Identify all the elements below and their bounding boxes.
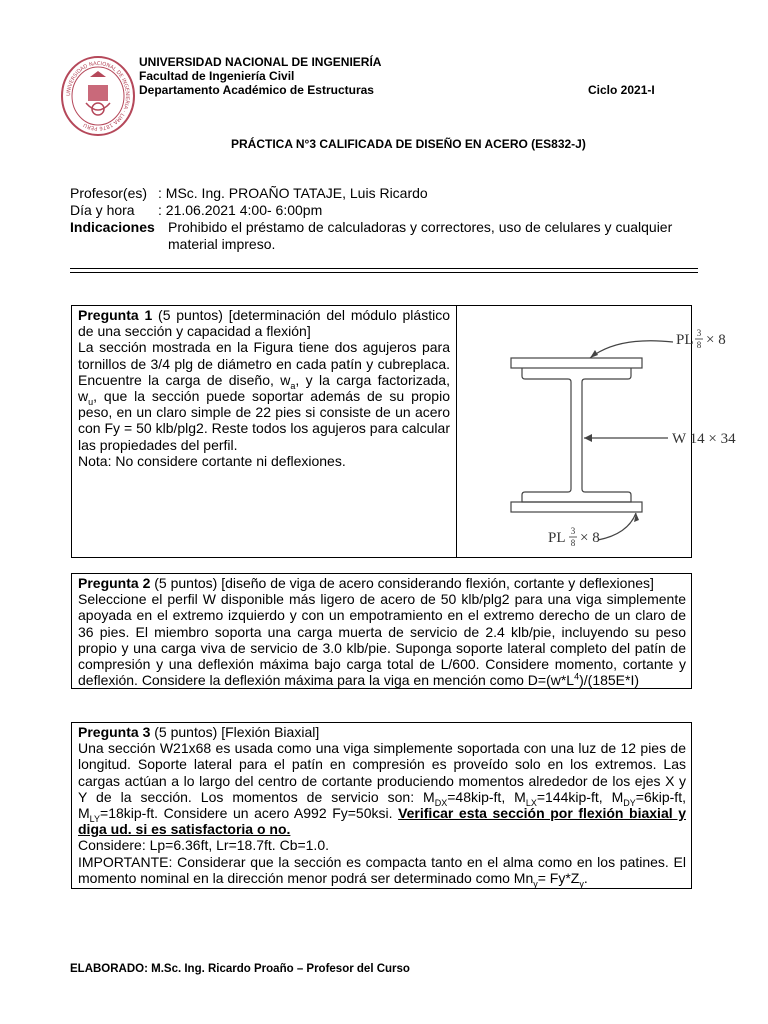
w-shape-outline (522, 368, 631, 502)
bottom-cover-plate (511, 502, 642, 512)
question-3-body-a: Una sección W21x68 es usada como una viga simplemente soportada con una luz de 12 pies de longitud. Soporte lateral para el patín en compresión es proveído solo en los extremos. Las cargas actúan a lo largo del centro de cortante produciendo momentos alrededor de los ejes X y Y de la sección. Los momentos de servicio son: M (78, 740, 686, 805)
top-frac-num: 3 (696, 328, 702, 338)
question-3-topic: [Flexión Biaxial] (221, 724, 320, 740)
top-arrowhead (590, 350, 598, 358)
sub-y-2: y (579, 878, 584, 889)
superscript-4: 4 (574, 671, 580, 682)
university-name: UNIVERSIDAD NACIONAL DE INGENIERÍA (139, 55, 382, 69)
question-1-box (71, 305, 736, 558)
question-3-moment-1: =48kip-ft, M (447, 788, 526, 805)
bottom-plate-label: PL (548, 530, 566, 546)
indicaciones-value: Prohibido el préstamo de calculadoras y correctores, uso de celulares y cualquier material impreso. (168, 219, 673, 252)
indicaciones-label: Indicaciones (70, 219, 155, 235)
bottom-arrowhead (634, 513, 639, 522)
question-2-box (71, 573, 692, 689)
question-1-body-c: , que la sección puede soportar además de su propio peso, en un claro simple de 22 pies si consiste de un acero con Fy = 50 klb/plg2. Reste todos los agujeros para calcular las propiedades del perfil. (78, 388, 450, 453)
question-1-divider (456, 306, 457, 557)
footer-author: ELABORADO: M.Sc. Ing. Ricardo Proaño – Profesor del Curso (70, 963, 410, 975)
divider-top (70, 268, 698, 269)
sub-lx: LX (525, 797, 537, 808)
question-1-body-a: La sección mostrada en la Figura tiene dos agujeros para tornillos de 3/4 plg de diámetro en cada patín y cubreplaca. Encuentre la carga de diseño, w (78, 339, 450, 388)
section-label: W 14 × 34 (672, 431, 736, 447)
sub-ly: LY (89, 813, 101, 824)
department-name: Departamento Académico de Estructuras (139, 83, 374, 97)
question-3-consider: Considere: Lp=6.36ft, Lr=18.7ft. Cb=1.0. (78, 837, 330, 854)
question-2-points: (5 puntos) (154, 575, 218, 591)
divider-bottom (70, 272, 698, 273)
header-block (139, 55, 381, 97)
question-3-moment-3: =6kip-ft, M (78, 788, 686, 822)
question-3-text (78, 724, 686, 889)
fecha-label: Día y hora (70, 202, 135, 218)
question-3-box (71, 722, 692, 889)
profesor-value: : MSc. Ing. PROAÑO TATAJE, Luis Ricardo (158, 185, 428, 201)
subscript-u: u (88, 396, 94, 407)
university-seal-logo (60, 55, 136, 137)
bottom-plate-dim: × 8 (580, 530, 600, 546)
top-cover-plate (511, 358, 642, 368)
sub-dx: DX (434, 797, 448, 808)
question-2-body: Seleccione el perfil W disponible más ligero de acero de 50 klb/plg2 para una viga simplemente apoyada en el extremo izquierdo y con un empotramiento en el extremo derecho de un claro de 36 pies. El miembro soporta una carga muerta de servicio de 2.4 klb/pie, incluyendo su peso propio y una carga viva de servicio de 3.0 klb/pie. Suponga soporte lateral completo del patín de compresión y una deflexión máxima bajo carga total de L/600. Considere momento, cortante y deflexión. Considere la deflexión máxima para la viga en mención como D=(w*L (78, 591, 686, 689)
w-section-figure (458, 306, 736, 557)
question-3-formula: = Fy*Z (537, 869, 580, 886)
question-1-body-b: , y la carga factorizada, w (78, 371, 450, 405)
section-arrowhead (584, 434, 592, 442)
page-title: PRÁCTICA N°3 CALIFICADA DE DISEÑO EN ACERO (ES832-J) (231, 137, 586, 151)
subscript-a: a (290, 380, 296, 391)
question-1-label: Pregunta 1 (78, 307, 153, 323)
question-3-instruction: Verificar esta sección por flexión biaxial y diga ud. si es satisfactoria o no. (78, 805, 686, 838)
profesor-label: Profesor(es) (70, 185, 148, 201)
profesor-row (70, 185, 428, 202)
question-3-label: Pregunta 3 (78, 724, 151, 740)
faculty-name: Facultad de Ingeniería Civil (139, 69, 295, 83)
fecha-row (70, 202, 322, 219)
question-3-moment-4: =18kip-ft. Considere un acero A992 Fy=50ksi. (100, 805, 399, 822)
question-2-text (78, 575, 686, 688)
bottom-plate-leader (598, 513, 636, 540)
top-plate-dim: × 8 (706, 332, 726, 348)
question-3-points: (5 puntos) (154, 724, 218, 740)
seal-text: UNIVERSIDAD NACIONAL DE INGENIERIA · LIMA 1876 PERU (65, 60, 131, 132)
cycle-label: Ciclo 2021-I (588, 83, 655, 97)
bottom-frac-num: 3 (570, 526, 576, 536)
bottom-frac-den: 8 (570, 538, 576, 548)
question-1-points: (5 puntos) (158, 307, 223, 323)
question-3-period: . (583, 869, 588, 886)
sub-y-1: y (533, 878, 538, 889)
top-plate-leader (590, 341, 673, 358)
top-frac-den: 8 (696, 340, 702, 350)
sub-dy: DY (623, 797, 636, 808)
question-1-text (78, 307, 450, 469)
question-2-body-end: )/(185E*I) (579, 672, 640, 689)
question-3-important: IMPORTANTE: Considerar que la sección es compacta tanto en el alma como en los patines. El momento nominal en la dirección menor podrá ser determinado como Mn (78, 853, 686, 886)
question-3-moment-2: =144kip-ft, M (536, 788, 624, 805)
top-plate-label: PL (676, 332, 694, 348)
question-2-label: Pregunta 2 (78, 575, 151, 591)
question-2-topic: [diseño de viga de acero considerando flexión, cortante y deflexiones] (221, 575, 654, 591)
question-1-topic: [determinación del módulo plástico de una sección y capacidad a flexión] (78, 307, 450, 340)
fecha-value: : 21.06.2021 4:00- 6:00pm (158, 202, 323, 218)
question-1-note: Nota: No considere cortante ni deflexiones. (78, 452, 346, 469)
